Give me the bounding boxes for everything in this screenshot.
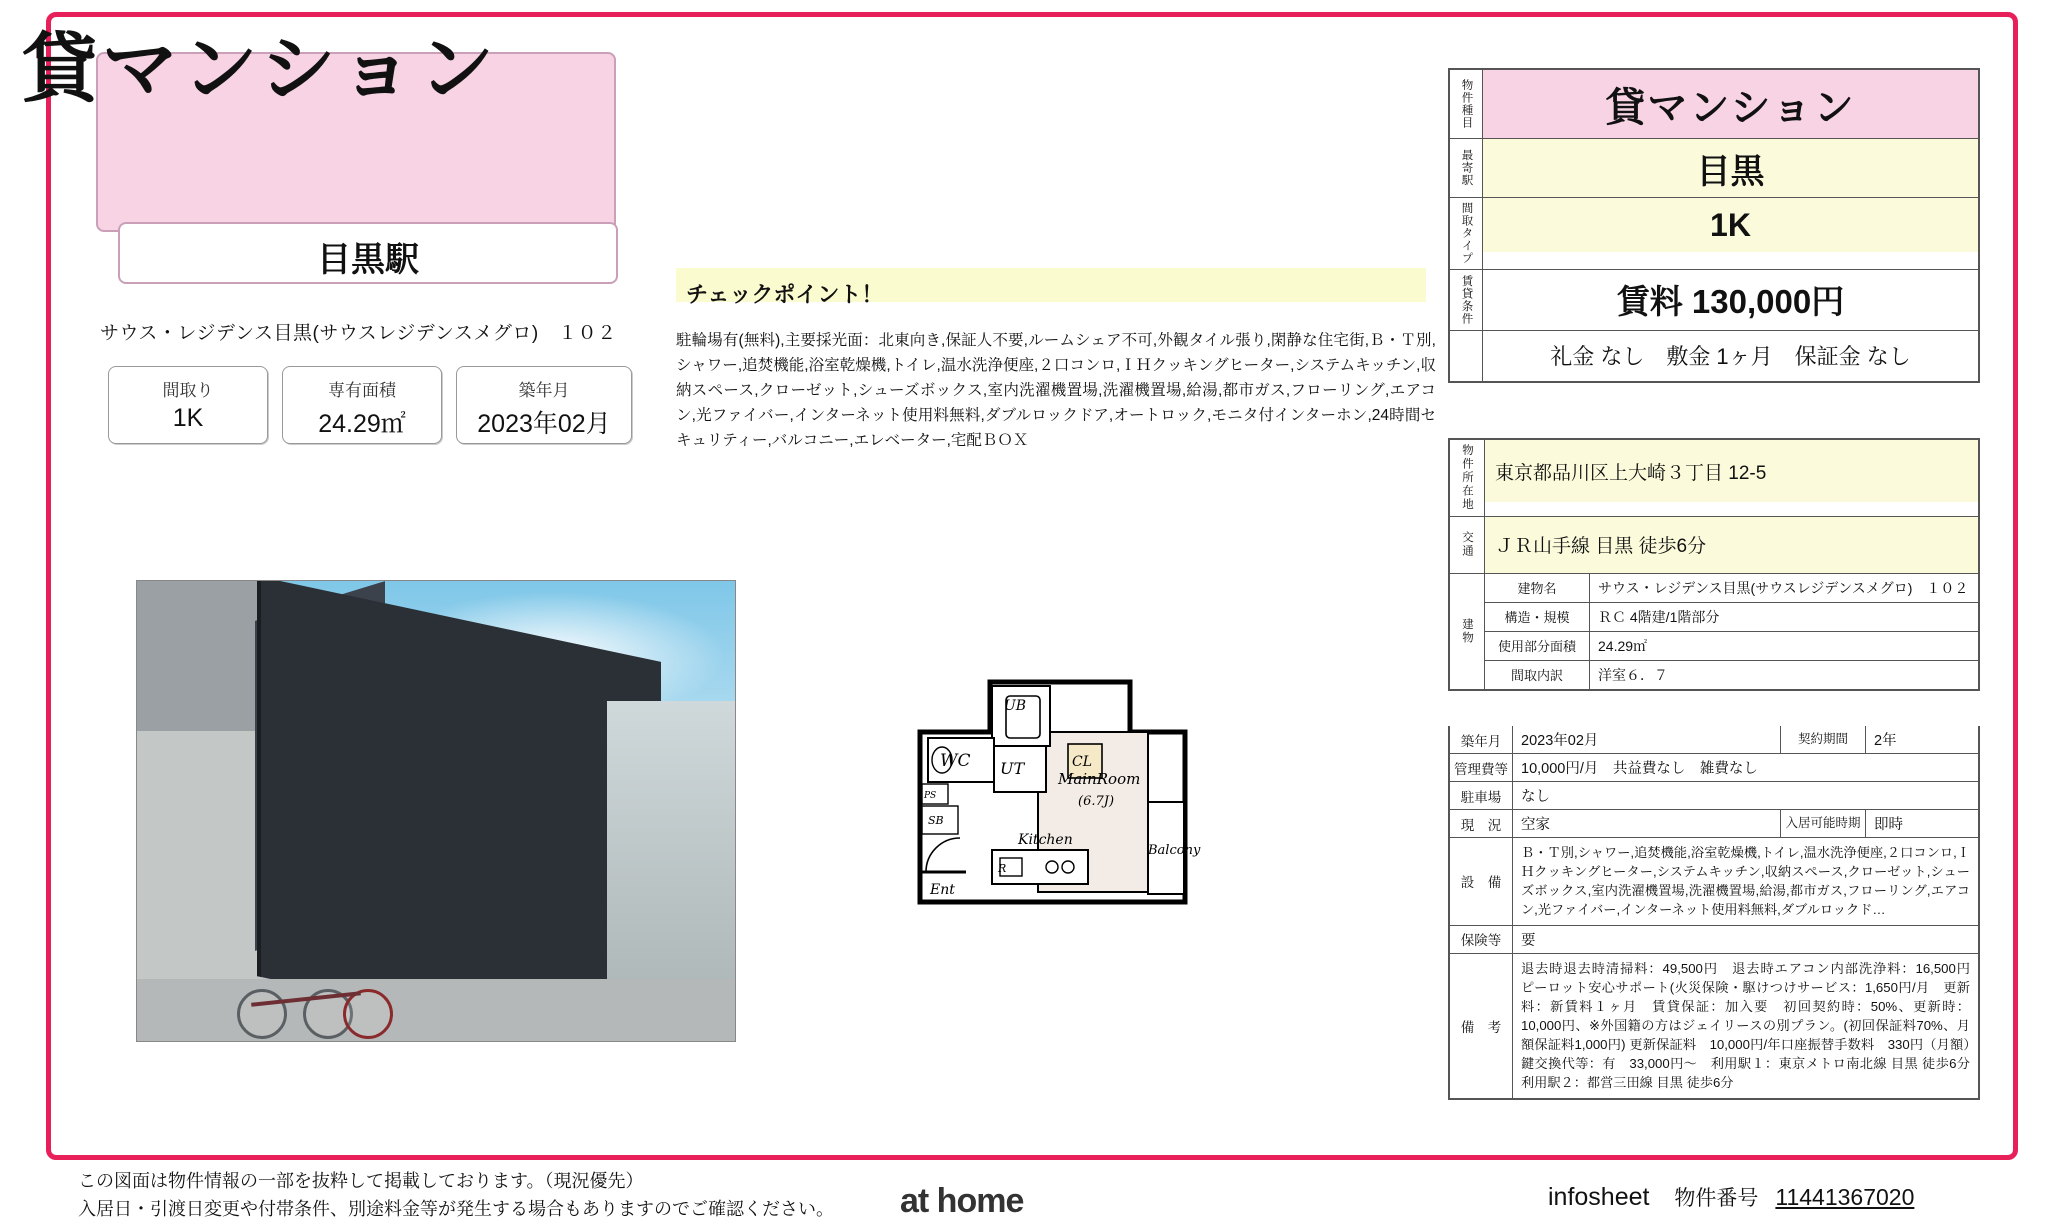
- chip-layout-label: 間取り: [162, 381, 214, 400]
- building-row-structure: [1485, 603, 1978, 632]
- detail-access-value: ＪＲ山手線 目黒 徒歩6分: [1485, 517, 1978, 573]
- detail-access-head: 交通: [1450, 517, 1485, 573]
- detail-building-head: 建物: [1450, 574, 1485, 689]
- building-structure-value: ＲＣ 4階建/1階部分: [1598, 608, 1720, 625]
- contract-period-value: 2年: [1874, 733, 1897, 749]
- summary-row-rent-head: 賃貸条件: [1450, 270, 1483, 330]
- station-name: 目黒駅: [317, 241, 419, 279]
- building-row-rooms: [1485, 661, 1978, 689]
- row-built-year: [1450, 726, 1978, 754]
- property-photo: [136, 580, 736, 1042]
- conditions-table: [1448, 726, 1984, 1100]
- fp-label-ut: UT: [1000, 759, 1025, 778]
- summary-table: [1448, 68, 1980, 383]
- detail-row-building: [1450, 574, 1978, 689]
- insurance-value: 要: [1521, 932, 1536, 949]
- summary-row-station-value: 目黒: [1483, 139, 1978, 197]
- parking-key: 駐車場: [1450, 782, 1513, 809]
- management-fee-value: 10,000円/月 共益費なし 雑費なし: [1521, 761, 1758, 777]
- remarks-key: 備 考: [1450, 954, 1513, 1098]
- summary-row-rent: [1450, 270, 1978, 331]
- built-year-key: 築年月: [1450, 726, 1513, 753]
- summary-row-deposit-value: 礼金 なし 敷金 1ヶ月 保証金 なし: [1483, 331, 1978, 381]
- fp-label-mainroom: MainRoom: [1058, 770, 1141, 788]
- athome-logo-text: at home: [900, 1182, 1024, 1220]
- chip-built-value: 2023年02月: [477, 410, 611, 438]
- fp-label-balcony: Balcony: [1148, 843, 1201, 858]
- fp-label-wc: WC: [940, 751, 971, 771]
- infosheet-footer: [1548, 1182, 1914, 1212]
- fp-label-mainroom-size: (6.7J): [1078, 794, 1115, 809]
- availability-key: 入居可能時期: [1780, 810, 1866, 837]
- building-name-line: サウス・レジデンス目黒(サウスレジデンスメグロ) １０２: [100, 323, 617, 344]
- checkpoint-title: チェックポイント！: [686, 282, 884, 307]
- detail-row-access: [1450, 517, 1978, 574]
- row-insurance: [1450, 926, 1978, 954]
- row-management-fee: [1450, 754, 1978, 782]
- photo-road: [137, 979, 736, 1042]
- photo-bicycles: [233, 961, 403, 1039]
- property-no-value: 11441367020: [1775, 1184, 1915, 1210]
- detail-row-address: [1450, 440, 1978, 517]
- summary-row-rent-value: 賃料 130,000円: [1483, 270, 1978, 330]
- row-parking: [1450, 782, 1978, 810]
- floor-plan: [800, 672, 1300, 952]
- chip-area-value: 24.29㎡: [318, 410, 406, 438]
- athome-logo: [900, 1182, 1023, 1221]
- chip-built-label: 築年月: [518, 381, 570, 400]
- summary-row-deposit: [1450, 331, 1978, 381]
- contract-period-key: 契約期間: [1780, 726, 1866, 753]
- equipment-key: 設 備: [1450, 838, 1513, 925]
- building-row-area: [1485, 632, 1978, 661]
- row-remarks: [1450, 954, 1984, 1098]
- building-rooms-key: 間取内訳: [1485, 661, 1590, 689]
- parking-value: なし: [1521, 789, 1550, 805]
- footer-disclaimer-line2: 入居日・引渡日変更や付帯条件、別途料金等が発生する場合もありますのでご確認ください。: [78, 1198, 834, 1219]
- building-rooms-value: 洋室６．７: [1598, 666, 1668, 683]
- fp-label-cl: CL: [1072, 754, 1093, 770]
- infosheet-label: infosheet: [1548, 1183, 1650, 1211]
- footer-disclaimer: [78, 1168, 978, 1224]
- summary-row-type: [1450, 70, 1978, 139]
- fp-label-r: R: [998, 862, 1007, 875]
- chip-built: [456, 366, 632, 444]
- summary-row-station: [1450, 139, 1978, 198]
- equipment-value: Ｂ・Ｔ別,シャワー,追焚機能,浴室乾燥機,トイレ,温水洗浄便座,２口コンロ,ＩＨクッキングヒーター,システムキッチン,収納スペース,クローゼット,シューズボックス,室内洗濯機置場,洗濯機置場,給湯,都市ガス,フローリング,エアコン,光ファイバー,インターネット使用料無料,ダブルロックド…: [1521, 845, 1970, 918]
- fp-label-sb: SB: [928, 814, 944, 827]
- fp-label-ps: PS: [924, 791, 937, 801]
- summary-row-station-head: 最寄駅: [1450, 139, 1483, 197]
- fp-label-ub: UB: [1004, 698, 1027, 714]
- chip-area: [282, 366, 442, 444]
- summary-row-layout-value: 1K: [1483, 198, 1978, 252]
- detail-building-grid: [1485, 574, 1978, 689]
- fp-label-kitchen: Kitchen: [1018, 832, 1073, 848]
- detail-address-head: 物件所在地: [1450, 440, 1485, 516]
- summary-row-deposit-head: [1450, 331, 1483, 381]
- management-fee-key: 管理費等: [1450, 754, 1513, 781]
- built-year-value: 2023年02月: [1521, 733, 1599, 749]
- detail-address-value: 東京都品川区上大崎３丁目 12-5: [1485, 440, 1978, 502]
- summary-row-layout: [1450, 198, 1978, 270]
- building-name-key: 建物名: [1485, 574, 1590, 602]
- building-row-name: [1485, 574, 1978, 603]
- building-name-value: サウス・レジデンス目黒(サウスレジデンスメグロ) １０２: [1598, 579, 1969, 596]
- row-equipment: [1450, 838, 1978, 926]
- status-key: 現 況: [1450, 810, 1513, 837]
- chip-layout: [108, 366, 268, 444]
- building-area-value: 24.29㎡: [1598, 637, 1648, 654]
- summary-row-type-head: 物件種目: [1450, 70, 1483, 138]
- availability-value: 即時: [1874, 817, 1903, 833]
- fp-label-ent: Ent: [930, 882, 955, 898]
- property-type-title: 貸マンション: [21, 24, 499, 113]
- chip-area-label: 専有面積: [328, 381, 396, 400]
- checkpoint-body: 駐輪場有(無料),主要採光面：北東向き,保証人不要,ルームシェア不可,外観タイル張り,閑静な住宅街,Ｂ・Ｔ別,シャワー,追焚機能,浴室乾燥機,トイレ,温水洗浄便座,２口コンロ,ＩＨクッキングヒーター,システムキッチン,収納スペース,クローゼット,シューズボックス,室内洗濯機置場,洗濯機置場,給湯,都市ガス,フローリング,エアコン,光ファイバー,インターネット使用料無料,ダブルロックドア,オートロック,モニタ付インターホン,24時間セキュリティー,バルコニー,エレベーター,宅配ＢＯＸ: [676, 332, 1436, 450]
- status-value: 空家: [1521, 817, 1550, 833]
- property-no-label: 物件番号: [1674, 1187, 1759, 1210]
- chip-layout-value: 1K: [172, 404, 204, 432]
- building-structure-key: 構造・規模: [1485, 603, 1590, 631]
- summary-row-type-value: 貸マンション: [1483, 70, 1978, 138]
- row-status: [1450, 810, 1978, 838]
- insurance-key: 保険等: [1450, 926, 1513, 953]
- building-area-key: 使用部分面積: [1485, 632, 1590, 660]
- summary-row-layout-head: 間取タイプ: [1450, 198, 1483, 269]
- remarks-value: 退去時退去時清掃料：49,500円 退去時エアコン内部洗浄料：16,500円 ピーロット安心サポート(火災保険・駆けつけサービス：1,650円/月 更新料：新賃料１ヶ月 賃貸保証：加入要 初回契約時：50%、更新時：10,000円、※外国籍の方はジェイリースの別プラン。(初回保証料70%、月額保証料1,000円) 更新保証料 10,000円/年口座振替手数料 330円（月額） 鍵交換代等：有 33,000円～ 利用駅１：東京メトロ南北線 目黒 徒歩6分 利用駅２：都営三田線 目黒 徒歩6分: [1521, 960, 1984, 1091]
- footer-disclaimer-line1: この図面は物件情報の一部を抜粋して掲載しております。（現況優先）: [78, 1171, 644, 1191]
- detail-table: [1448, 438, 1980, 691]
